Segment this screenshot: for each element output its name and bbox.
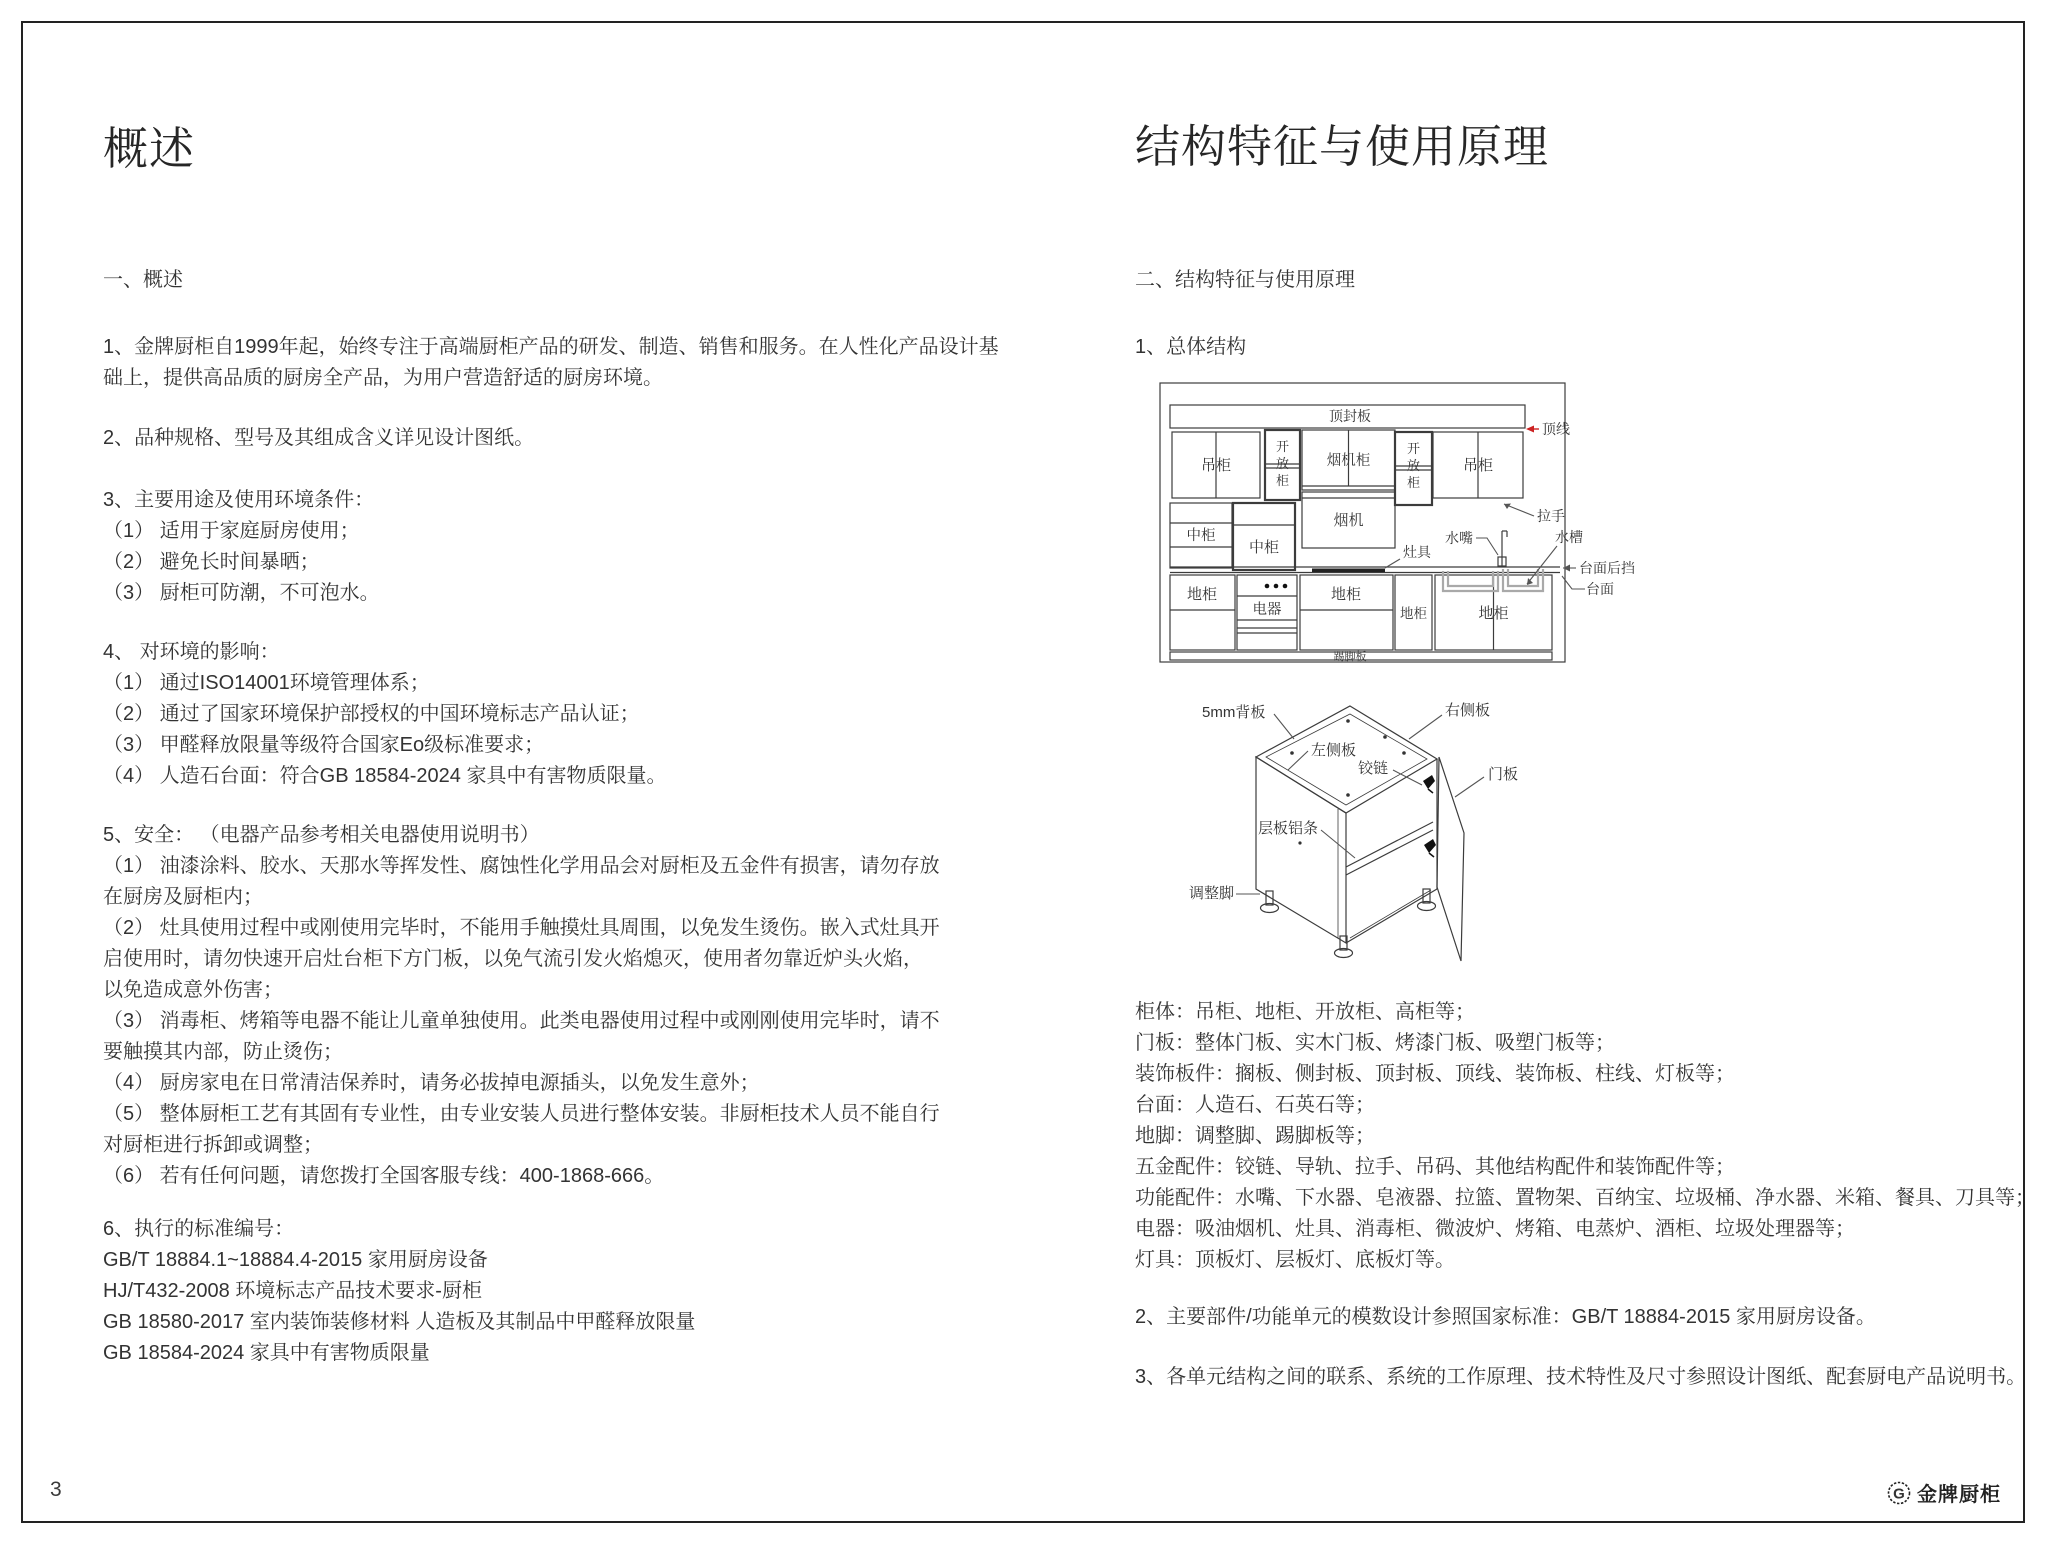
section-heading: 二、结构特征与使用原理: [1135, 269, 1355, 291]
door-callout-line: [1455, 777, 1484, 797]
base-cabinet-1-label: 地柜: [1186, 586, 1218, 603]
list-item: 五金配件：铰链、导轨、拉手、吊码、其他结构配件和装饰配件等；: [1135, 1156, 1735, 1178]
text-line: （1） 通过ISO14001环境管理体系；: [103, 672, 430, 694]
text-line: 5、安全： （电器产品参考相关电器使用说明书）: [103, 824, 540, 846]
hinge-hardware: [1423, 775, 1436, 853]
cooktop-strip: [1312, 569, 1385, 573]
left-column: [103, 265, 1023, 1369]
text-line: GB/T 18884.1~18884.4-2015 家用厨房设备: [103, 1249, 488, 1271]
base-cabinet-3-label: 地柜: [1400, 606, 1427, 621]
backsplash-arrowhead: [1563, 565, 1570, 572]
list-item: 台面：人造石、石英石等；: [1135, 1094, 1375, 1116]
brand-logo: [1886, 1478, 2001, 1507]
text-line: 在厨房及厨柜内；: [103, 886, 263, 908]
sink-arrowhead: [1527, 578, 1533, 585]
text-line: （5） 整体厨柜工艺有其固有专业性，由专业安装人员进行整体安装。非厨柜技术人员不能自行: [103, 1103, 940, 1125]
paragraph: 3、各单元结构之间的联系、系统的工作原理、技术特性及尺寸参照设计图纸、配套厨电产品说明书。: [1135, 1366, 2027, 1388]
right-panel-label: 右侧板: [1445, 702, 1491, 719]
list-item: 灯具：顶板灯、层板灯、底板灯等。: [1135, 1249, 1455, 1271]
top-line-arrowhead: [1526, 426, 1534, 433]
base-cabinet-4-label: 地柜: [1478, 605, 1509, 622]
text-line: （4） 人造石台面：符合GB 18584-2024 家具中有害物质限量。: [103, 765, 667, 787]
cabinet-isometric-diagram: [1180, 693, 1680, 993]
mid-cabinet-right-label: 中柜: [1248, 539, 1280, 556]
appliance-knob: [1265, 584, 1270, 589]
text-line: 3、主要用途及使用环境条件：: [103, 489, 375, 511]
text-line: （2） 灶具使用过程中或刚使用完毕时，不能用手触摸灶具周围，以免发生烫伤。嵌入式灶具开: [103, 917, 940, 939]
cooktop-label: 灶具: [1403, 544, 1431, 560]
text-line: （1） 油漆涂料、胶水、天那水等挥发性、腐蚀性化学用品会对厨柜及五金件有损害，请勿存放: [103, 855, 940, 877]
text-line: （2） 避免长时间暴晒；: [103, 551, 320, 573]
list-item: 门板：整体门板、实木门板、烤漆门板、吸塑门板等；: [1135, 1032, 1615, 1054]
cabinet-left-panel: [1256, 757, 1346, 943]
text-line: 以免造成意外伤害；: [103, 979, 283, 1001]
text-line: （1） 适用于家庭厨房使用；: [103, 520, 360, 542]
cabinet-door-open: [1437, 757, 1464, 961]
appliance-label: 电器: [1252, 602, 1282, 618]
mid-cabinet-right: [1233, 503, 1295, 570]
paragraph: [103, 485, 1023, 609]
text-line: 4、 对环境的影响：: [103, 641, 280, 663]
left-panel-label: 左侧板: [1311, 742, 1357, 759]
wall-cabinet-right-label: 吊柜: [1462, 457, 1494, 474]
right-panel-callout-line: [1409, 715, 1442, 739]
svg-text:G: G: [1893, 1485, 1905, 1502]
cabinet-top-face: [1256, 706, 1437, 813]
top-seal-board-label: 顶封板: [1329, 408, 1371, 424]
adjustable-foot: [1335, 936, 1353, 958]
open-cabinet-right-label: [1407, 441, 1420, 490]
text-line: GB 18584-2024 家具中有害物质限量: [103, 1342, 430, 1364]
adjustable-foot: [1261, 891, 1279, 913]
text-line: （3） 消毒柜、烤箱等电器不能让儿童单独使用。此类电器使用过程中或刚刚使用完毕时，请不: [103, 1010, 940, 1032]
shelf-front-edge: [1346, 822, 1433, 867]
appliance-knob: [1274, 584, 1279, 589]
svg-text:开: 开: [1275, 439, 1290, 454]
shelf-strip-label: 层板铝条: [1258, 820, 1319, 837]
sub-heading: 1、总体结构: [1135, 336, 1247, 358]
text-line: 1、金牌厨柜自1999年起，始终专注于高端厨柜产品的研发、制造、销售和服务。在人性化产品设计基: [103, 336, 999, 358]
text-line: 启使用时，请勿快速开启灶台柜下方门板，以免气流引发火焰熄灭，使用者勿靠近炉头火焰，: [103, 948, 923, 970]
cabinet-top-face-inner: [1266, 714, 1427, 805]
back-panel-callout-line: [1274, 714, 1294, 739]
svg-text:放: 放: [1406, 458, 1421, 473]
text-line: 要触摸其内部，防止烫伤；: [103, 1041, 343, 1063]
text-line: （3） 厨柜可防潮，不可泡水。: [103, 582, 380, 604]
hood-cabinet-label: 烟机柜: [1326, 453, 1371, 469]
brand-name: 金牌厨柜: [1917, 1484, 2001, 1506]
paragraph: 2、主要部件/功能单元的模数设计参照国家标准：GB/T 18884-2015 家用厨房设备。: [1135, 1306, 1876, 1328]
text-line: HJ/T432-2008 环境标志产品技术要求-厨柜: [103, 1280, 482, 1302]
section-heading: 一、概述: [103, 269, 183, 291]
sink-label: 水槽: [1555, 529, 1583, 545]
paragraph: [103, 1214, 1023, 1369]
page-title-structure: 结构特征与使用原理: [1135, 121, 1550, 172]
door-label: 门板: [1488, 766, 1519, 783]
back-panel-label: 5mm背板: [1202, 704, 1266, 721]
text-line: 2、品种规格、型号及其组成含义详见设计图纸。: [103, 427, 535, 449]
svg-text:柜: 柜: [1275, 473, 1290, 488]
text-line: 础上，提供高品质的厨房全产品，为用户营造舒适的厨房环境。: [103, 367, 663, 389]
page-number: 3: [50, 1478, 62, 1501]
paragraph: [103, 423, 1023, 454]
hinge-label: 铰链: [1358, 760, 1389, 777]
paragraph: [103, 820, 1023, 1192]
backsplash-label: 台面后挡: [1579, 560, 1635, 576]
list-item: 电器：吸油烟机、灶具、消毒柜、微波炉、烤箱、电蒸炉、酒柜、垃圾处理器等；: [1135, 1218, 1855, 1240]
svg-text:柜: 柜: [1406, 475, 1421, 490]
faucet-callout-line: [1476, 538, 1498, 555]
text-line: （3） 甲醛释放限量等级符合国家Eo级标准要求；: [103, 734, 545, 756]
list-item: 功能配件：水嘴、下水器、皂液器、拉篮、置物架、百纳宝、垃圾桶、净水器、米箱、餐具、刀具等；: [1135, 1187, 2035, 1209]
list-item: 地脚：调整脚、踢脚板等；: [1135, 1125, 1375, 1147]
paragraph: [103, 637, 1023, 792]
open-cabinet-left-label: [1276, 439, 1289, 488]
text-line: （6） 若有任何问题，请您拨打全国客服专线：400-1868-666。: [103, 1165, 665, 1187]
feet-label: 调整脚: [1189, 885, 1235, 902]
faucet-label: 水嘴: [1445, 530, 1473, 546]
top-line-label: 顶线: [1542, 421, 1570, 437]
handle-label: 拉手: [1537, 508, 1565, 524]
text-line: GB 18580-2017 室内装饰装修材料 人造板及其制品中甲醛释放限量: [103, 1311, 696, 1333]
list-item: 柜体：吊柜、地柜、开放柜、高柜等；: [1135, 1001, 1475, 1023]
text-line: 6、执行的标准编号：: [103, 1218, 295, 1240]
text-line: 对厨柜进行拆卸或调整；: [103, 1134, 323, 1156]
text-line: （2） 通过了国家环境保护部授权的中国环境标志产品认证；: [103, 703, 640, 725]
list-item: 装饰板件：搁板、侧封板、顶封板、顶线、装饰板、柱线、灯板等；: [1135, 1063, 1735, 1085]
page-title-overview: 概述: [103, 123, 196, 174]
brand-g-icon: [1886, 1480, 1912, 1506]
kitchen-elevation-diagram: [1155, 380, 1815, 672]
components-list: [1135, 997, 2035, 1276]
faucet-shape: [1498, 531, 1507, 566]
svg-text:开: 开: [1406, 441, 1421, 456]
base-cabinet-2-label: 地柜: [1330, 586, 1362, 603]
paragraph: [103, 332, 1023, 394]
text-line: （4） 厨房家电在日常清洁保养时，请务必拔掉电源插头，以免发生意外；: [103, 1072, 760, 1094]
appliance-knob: [1283, 584, 1288, 589]
countertop-label: 台面: [1586, 581, 1614, 597]
mid-cabinet-left-label: 中柜: [1186, 528, 1216, 544]
svg-text:放: 放: [1275, 456, 1290, 471]
range-hood-label: 烟机: [1333, 512, 1364, 529]
wall-cabinet-left-label: 吊柜: [1200, 457, 1232, 474]
kick-board-label: 踢脚板: [1333, 651, 1367, 663]
